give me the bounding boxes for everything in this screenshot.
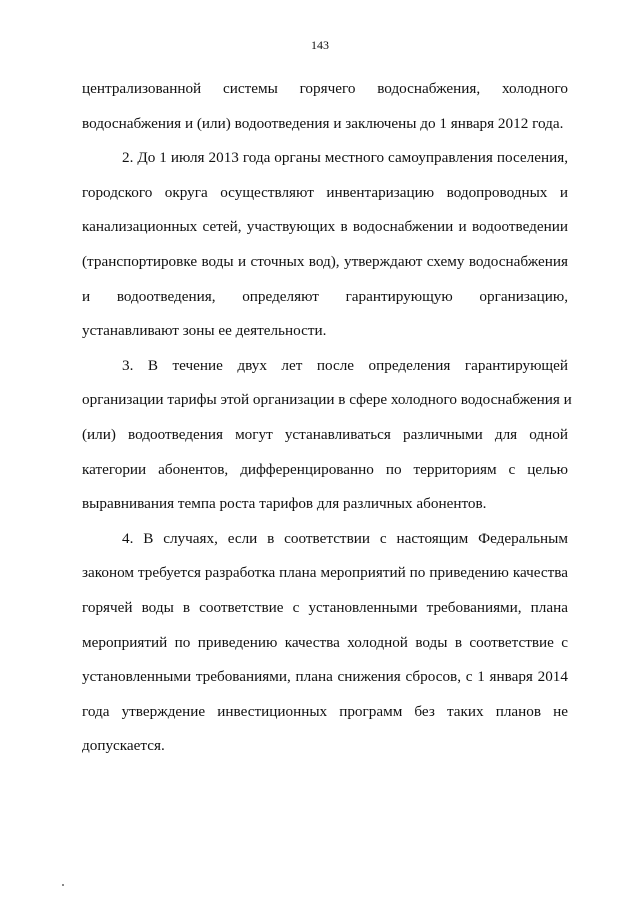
text-line: выравнивания темпа роста тарифов для различных абонентов. [82, 495, 487, 513]
text-line: мероприятий по приведению качества холодной воды в соответствие с [82, 633, 568, 651]
text-line: года утверждение инвестиционных программ без таких планов не [82, 702, 568, 720]
document-body [82, 72, 572, 764]
text-line: горячей воды в соответствие с установленными требованиями, плана [82, 598, 568, 616]
text-line: законом требуется разработка плана мероприятий по приведению качества [82, 564, 568, 582]
text-line: (или) водоотведения могут устанавливаться различными для одной [82, 425, 568, 443]
page-number: 143 [311, 38, 329, 52]
paragraph-4 [82, 522, 568, 764]
text-line: городского округа осуществляют инвентаризацию водопроводных и [82, 183, 568, 201]
text-line: категории абонентов, дифференцированно по территориям с целью [82, 460, 568, 478]
text-line: устанавливают зоны ее деятельности. [82, 322, 327, 340]
text-line: (транспортировке воды и сточных вод), утверждают схему водоснабжения [82, 252, 568, 270]
text-line: водоснабжения и (или) водоотведения и заключены до 1 января 2012 года. [82, 114, 564, 132]
paragraph-continuation [82, 72, 568, 141]
text-line: 3. В течение двух лет после определения гарантирующей [122, 356, 568, 374]
paragraph-2 [82, 141, 568, 349]
text-line: канализационных сетей, участвующих в водоснабжении и водоотведении [82, 218, 568, 236]
scan-speck [62, 884, 64, 886]
text-line: 4. В случаях, если в соответствии с настоящим Федеральным [122, 529, 568, 547]
text-line: 2. До 1 июля 2013 года органы местного самоуправления поселения, [122, 149, 568, 167]
paragraph-3 [82, 349, 572, 522]
text-line: организации тарифы этой организации в сфере холодного водоснабжения и [82, 391, 572, 409]
text-line: централизованной системы горячего водоснабжения, холодного [82, 80, 568, 97]
text-line: допускается. [82, 737, 165, 755]
text-line: установленными требованиями, плана снижения сбросов, с 1 января 2014 [82, 668, 568, 686]
text-line: и водоотведения, определяют гарантирующую организацию, [82, 287, 568, 305]
